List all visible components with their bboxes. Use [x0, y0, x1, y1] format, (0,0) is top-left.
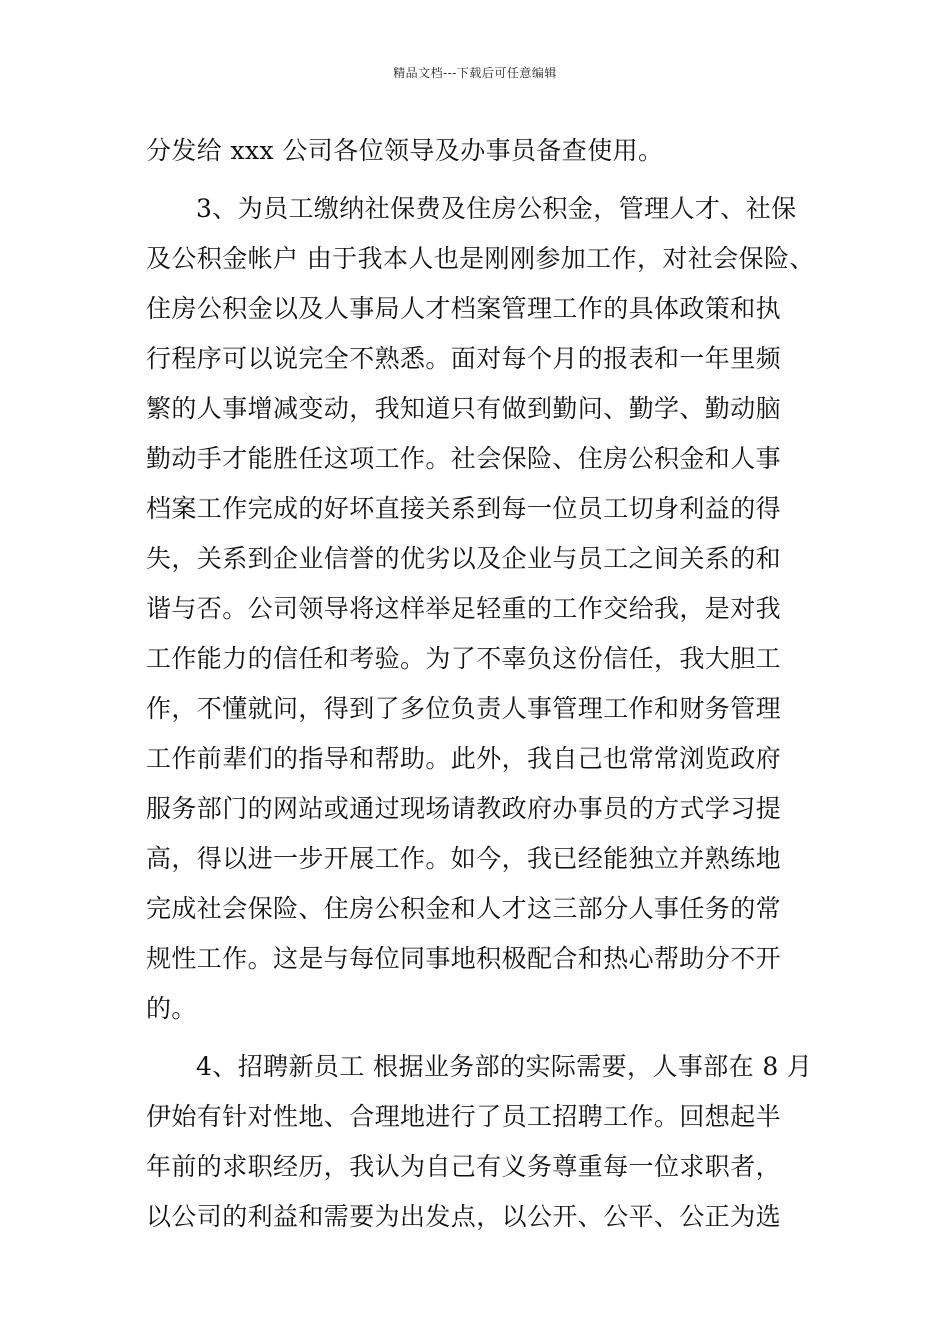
text-line: 3、为员工缴纳社保费及住房公积金，管理人才、社保	[196, 194, 797, 223]
text-line: 繁的人事增减变动，我知道只有做到勤问、勤学、勤动脑	[146, 394, 782, 423]
paragraph-gap	[146, 1034, 818, 1042]
text-line: 工作前辈们的指导和帮助。此外，我自己也常常浏览政府	[146, 744, 782, 773]
text-line: 的。	[146, 994, 197, 1023]
text-line: 住房公积金以及人事局人才档案管理工作的具体政策和执	[146, 294, 782, 323]
document-body	[146, 126, 818, 1242]
text-line: 行程序可以说完全不熟悉。面对每个月的报表和一年里频	[146, 344, 782, 373]
text-line: 高，得以进一步开展工作。如今，我已经能独立并熟练地	[146, 844, 782, 873]
text-line: 及公积金帐户 由于我本人也是刚刚参加工作，对社会保险、	[146, 244, 815, 273]
paragraph-3	[146, 1042, 818, 1242]
text-line: 以公司的利益和需要为出发点，以公开、公平、公正为选	[146, 1202, 782, 1231]
paragraph-gap	[146, 176, 818, 184]
text-line: 4、招聘新员工 根据业务部的实际需要，人事部在 8 月	[196, 1052, 813, 1081]
text-line: 工作能力的信任和考验。为了不辜负这份信任，我大胆工	[146, 644, 782, 673]
text-line: 伊始有针对性地、合理地进行了员工招聘工作。回想起半	[146, 1102, 782, 1131]
paragraph-2	[146, 184, 818, 1034]
text-line: 规性工作。这是与每位同事地积极配合和热心帮助分不开	[146, 944, 782, 973]
text-line: 谐与否。公司领导将这样举足轻重的工作交给我，是对我	[146, 594, 782, 623]
text-line: 作，不懂就问，得到了多位负责人事管理工作和财务管理	[146, 694, 782, 723]
text-line: 失，关系到企业信誉的优劣以及企业与员工之间关系的和	[146, 544, 782, 573]
text-line: 档案工作完成的好坏直接关系到每一位员工切身利益的得	[146, 494, 782, 523]
text-line: 服务部门的网站或通过现场请教政府办事员的方式学习提	[146, 794, 782, 823]
text-line: 完成社会保险、住房公积金和人才这三部分人事任务的常	[146, 894, 782, 923]
paragraph-1	[146, 126, 818, 176]
text-line: 勤动手才能胜任这项工作。社会保险、住房公积金和人事	[146, 444, 782, 473]
text-line: 年前的求职经历，我认为自己有义务尊重每一位求职者，	[146, 1152, 782, 1181]
text-line: 分发给 xxx 公司各位领导及办事员备查使用。	[146, 136, 664, 165]
page-header: 精品文档---下载后可任意编辑	[393, 66, 557, 80]
